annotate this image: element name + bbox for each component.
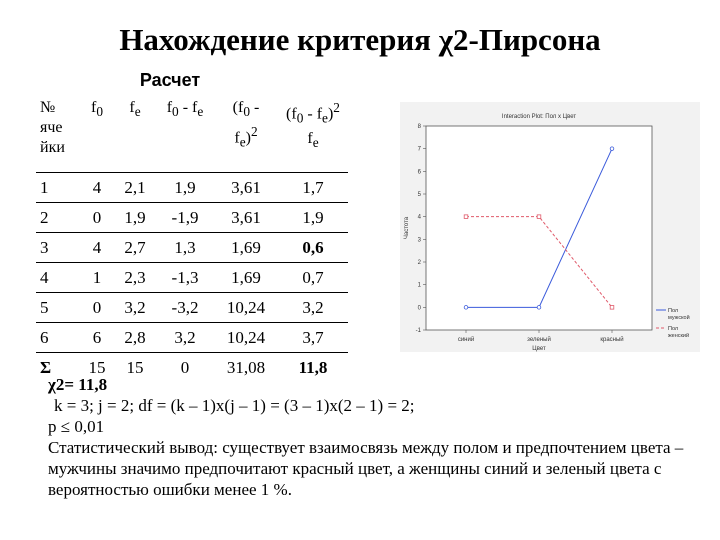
y-axis-label: Частота [404,216,410,240]
table-cell: 4 [80,233,114,263]
y-tick-label: 5 [417,192,421,198]
chart-title: Interaction Plot: Пол x Цвет [501,114,577,120]
table-cell: 3,61 [214,203,278,233]
table-cell: 1,9 [278,203,348,233]
y-tick-label: 6 [417,169,421,176]
p-value-line: p ≤ 0,01 [48,417,105,436]
table-cell: 1,69 [214,263,278,293]
table-cell: 1,3 [156,233,214,263]
table-cell: 3 [36,233,80,263]
data-point [610,147,614,151]
table-cell: 1,69 [214,233,278,263]
table-cell: 6 [80,323,114,353]
table-cell: 3,61 [214,173,278,203]
x-axis-label: Цвет [532,346,546,352]
table-cell: 2,7 [114,233,156,263]
header-cell-diff: $f_0 - f_e$ [156,92,214,173]
calculation-table [36,92,348,382]
table-cell: 4 [80,173,114,203]
chi-square-value: χ2= 11,8 [48,375,108,394]
table-row [36,293,348,323]
header-cell-f0: $f_0$ [80,92,114,173]
x-tick-label: зеленый [527,337,551,343]
data-point [537,215,541,219]
table-cell: 2 [36,203,80,233]
y-tick-label: 4 [417,214,421,221]
table-cell: 3,7 [278,323,348,353]
data-point [537,306,541,310]
table-cell: -1,3 [156,263,214,293]
interaction-chart [400,102,700,352]
table-cell: -3,2 [156,293,214,323]
y-tick-label: 7 [417,146,421,153]
page-title: Нахождение критерия χ2-Пирсона [119,22,601,57]
x-tick-label: синий [457,337,475,343]
sum-cell: 15 [88,357,106,377]
table-row [36,323,348,353]
y-tick-label: 2 [417,260,421,266]
table-cell: 1 [36,173,80,203]
table-cell: 1,7 [278,173,348,203]
data-point [464,306,468,310]
table-cell: 5 [36,293,80,323]
y-tick-label: 8 [417,124,421,130]
legend-label: Пол [668,326,679,332]
table-cell: 1,9 [156,173,214,203]
legend-label: женский [668,333,690,339]
sum-cell: 31,08 [226,357,266,377]
y-tick-label: 3 [417,237,421,244]
y-tick-label: 1 [417,282,421,289]
sum-cell: Σ [40,357,52,377]
plot-area [426,126,652,330]
header-cell-fe: $f_e$ [114,92,156,173]
table-cell: 10,24 [214,323,278,353]
table-cell: 1 [80,263,114,293]
data-point [464,215,468,219]
table-cell: -1,9 [156,203,214,233]
x-tick-label: красный [600,337,624,343]
header-cell-diff-sq: ($f_0$ - $f_e)^2$ [214,92,278,173]
table-cell: 2,8 [114,323,156,353]
table-cell: 2,1 [114,173,156,203]
table-row [36,233,348,263]
header-cell-ratio: $(f_0 - f_e)^2$ $f_e$ [278,92,348,173]
table-row [36,173,348,203]
sum-cell: 0 [180,357,190,377]
table-cell: 4 [36,263,80,293]
df-line: k = 3; j = 2; df = (k – 1)x(j – 1) = (3 – 1)x(2 – 1) = 2; [54,396,415,415]
chart-svg [400,102,700,352]
table-cell: 3,2 [278,293,348,323]
result-text [48,374,708,500]
table-cell: 6 [36,323,80,353]
sum-cell: 11,8 [298,357,328,377]
table-row [36,203,348,233]
table-cell: 0 [80,293,114,323]
table-cell: 0,7 [278,263,348,293]
table-cell: 3,2 [114,293,156,323]
section-subtitle: Расчет [139,70,201,90]
table-cell: 2,3 [114,263,156,293]
table-header-row [36,92,348,173]
legend-label: Пол [668,308,679,314]
y-tick-label: 0 [417,305,421,312]
data-point [610,306,614,310]
header-cell-number: № яче йки [36,92,80,173]
table-cell: 3,2 [156,323,214,353]
sum-cell: 15 [126,357,144,377]
table-row [36,263,348,293]
y-tick-label: -1 [415,328,421,334]
legend-label: мужской [668,315,690,321]
table-cell: 1,9 [114,203,156,233]
table-cell: 0 [80,203,114,233]
table-cell: 0,6 [278,233,348,263]
table-cell: 10,24 [214,293,278,323]
conclusion: Статистический вывод: существует взаимосвязь между полом и предпочтением цвета – мужчины значимо предпочитают красный цвет, а женщины синий и зеленый цвета с вероятностью ошибки менее 1 %. [48,438,684,499]
